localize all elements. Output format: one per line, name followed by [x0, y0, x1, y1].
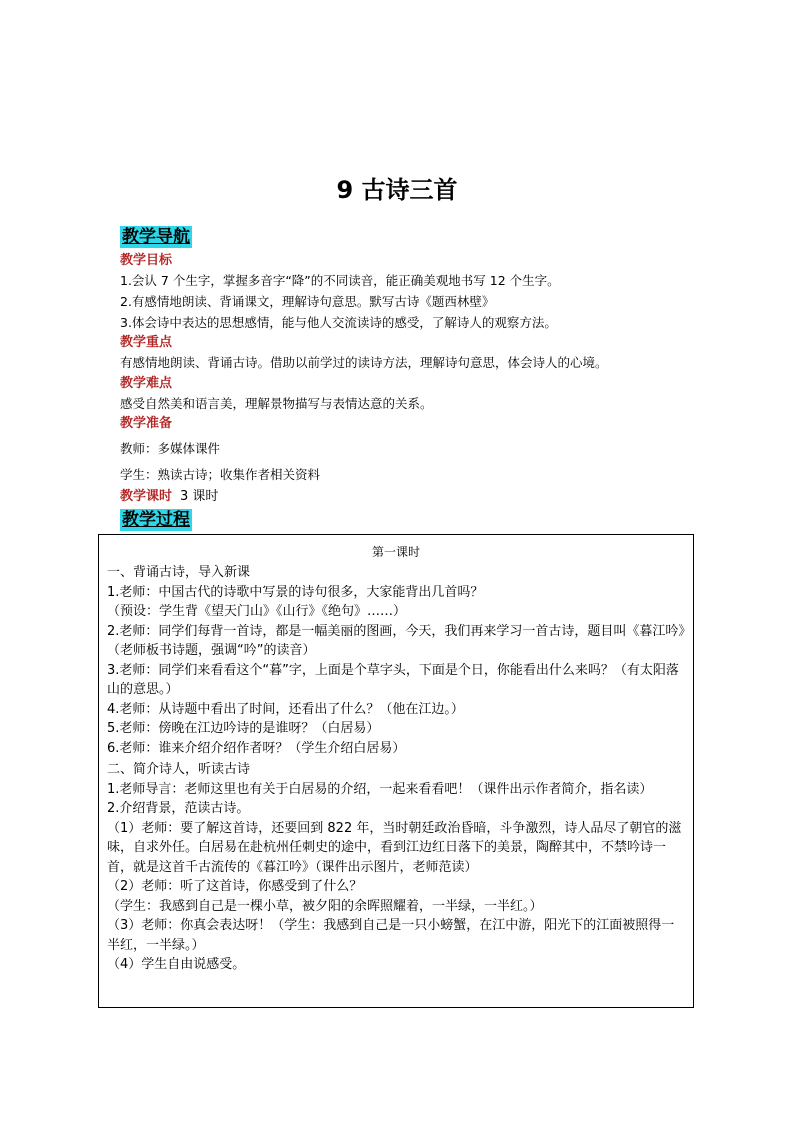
lesson-title: 第一课时: [371, 545, 420, 559]
process-line: 1.老师导言：老师这里也有关于白居易的介绍，一起来看看吧！（课件出示作者简介，指名读）: [107, 781, 653, 797]
process-line: 二、简介诗人，听读古诗: [107, 762, 251, 777]
key-points-heading: 教学重点: [120, 335, 173, 350]
preparation-heading: 教学准备: [120, 416, 173, 431]
process-line: 1.老师：中国古代的诗歌中写景的诗句很多，大家能背出几首吗？: [107, 584, 484, 600]
process-line: 6.老师：谁来介绍介绍作者呀？（学生介绍白居易）: [107, 740, 406, 756]
process-line: 5.老师：傍晚在江边吟诗的是谁呀？（白居易）: [107, 721, 380, 736]
page-title: 9 古诗三首: [336, 176, 458, 204]
process-line: 2.介绍背景，范读古诗。: [107, 801, 250, 816]
key-points-text: 有感情地朗读、背诵古诗。借助以前学过的读诗方法，理解诗句意思，体会诗人的心境。: [120, 355, 608, 370]
goal-line: 2.有感情地朗读、背诵课文，理解诗句意思。默写古诗《题西林壁》: [120, 294, 495, 309]
process-line: 一、背诵古诗，导入新课: [107, 565, 251, 580]
lesson-hours-label: 教学课时: [120, 489, 173, 504]
process-line: （学生：我感到自己是一棵小草，被夕阳的余晖照耀着，一半绿，一半红。）: [107, 898, 543, 914]
difficulty-heading: 教学难点: [120, 376, 173, 391]
goals-heading: 教学目标: [120, 253, 173, 268]
process-line: （预设：学生背《望天门山》《山行》《绝句》……）: [107, 604, 407, 619]
process-line: 4.老师：从诗题中看出了时间，还看出了什么？（他在江边。）: [107, 701, 464, 717]
process-line: 3.老师：同学们来看看这个“暮”字，上面是个草字头，下面是个日，你能看出什么来吗？（有太阳落山的意思。）: [107, 662, 679, 697]
process-line: （2）老师：听了这首诗，你感受到了什么？: [107, 879, 363, 894]
goal-line: 3.体会诗中表达的思想感情，能与他人交流读诗的感受，了解诗人的观察方法。: [120, 315, 557, 330]
process-line: （1）老师：要了解这首诗，还要回到 822 年，当时朝廷政治昏暗，斗争激烈，诗人品尽了朝官的滋味，自求外任。白居易在赴杭州任刺史的途中，看到江边红日落下的美景，陶醉其中，不禁吟诗一首，就是这首千古流传的《暮江吟》（课件出示图片，老师范读）: [107, 820, 682, 875]
section-heading-process: 教学过程: [122, 510, 190, 530]
preparation-teacher: 教师：多媒体课件: [120, 441, 221, 456]
goal-line: 1.会认 7 个生字，掌握多音字“降”的不同读音，能正确美观地书写 12 个生字。: [120, 273, 560, 288]
lesson-process-box: [98, 534, 694, 1008]
preparation-student: 学生：熟读古诗；收集作者相关资料: [120, 467, 321, 482]
lesson-hours: [120, 488, 218, 506]
section-heading-nav: 教学导航: [122, 227, 190, 247]
process-line: （3）老师：你真会表达呀！（学生：我感到自己是一只小螃蟹，在江中游，阳光下的江面被照得一半红，一半绿。）: [107, 918, 675, 953]
lesson-hours-value: 3 课时: [180, 489, 219, 504]
difficulty-text: 感受自然美和语言美，理解景物描写与表情达意的关系。: [120, 396, 433, 411]
process-line: （4）学生自由说感受。: [107, 957, 246, 972]
lesson-process-body: [107, 563, 687, 975]
process-line: 2.老师：同学们每背一首诗，都是一幅美丽的图画，今天，我们再来学习一首古诗，题目叫《暮江吟》（老师板书诗题，强调“吟”的读音）: [107, 623, 685, 658]
